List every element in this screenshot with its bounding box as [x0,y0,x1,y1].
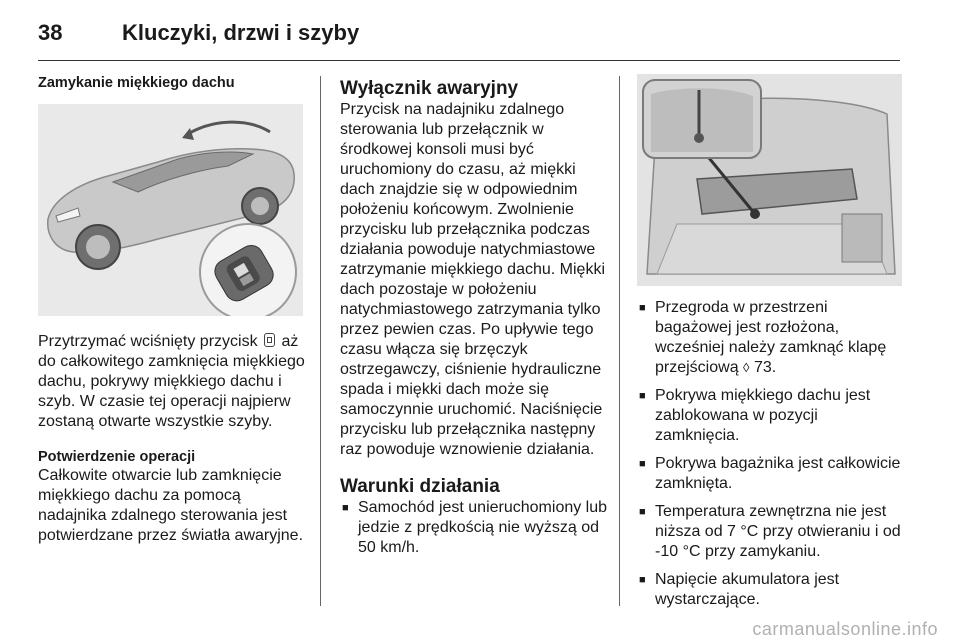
paragraph-hold-button-tail: aż do całkowitego zamknięcia miękkiego dachu, pokrywy miękkiego dachu i szyb. W czasie tej operacji najpierw zostaną otwarte wszystkie szyby. [38,333,305,430]
page-header [38,18,900,61]
section-heading-conditions: Warunki działania [340,476,500,497]
list-item [637,298,902,378]
car-key-illustration [38,104,303,316]
column-left [38,74,306,546]
column-right [637,74,902,618]
roof-button-icon [264,333,275,347]
paragraph-emergency-switch: Przycisk na nadajniku zdalnego sterowania lub przełącznik w środkowej konsoli musi być uruchomiony do czasu, aż miękki dach znajdzie się w odpowiednim położeniu końcowym. Zwolnienie przycisku lub przełącznika podczas działania powoduje natychmiastowe zatrzymanie miękkiego dachu. Miękki dach pozostaje w położeniu natychmiastowego zatrzymania tylko przez pewien czas. Po upływie tego czasu włącza się brzęczyk ostrzegawczy, ciśnienie hydrauliczne spada i miękki dach może się samoczynnie uruchomić. Naciśnięcie przycisku lub przełącznika następny raz powoduje wznowienie działania. [340,101,605,458]
cross-reference-arrow-icon: ◊ [743,360,750,375]
paragraph-hold-button-text: Przytrzymać wciśnięty przycisk [38,333,258,350]
paragraph-confirmation: Całkowite otwarcie lub zamknięcie miękkiego dachu za pomocą nadajnika zdalnego sterowania jest potwierdzane przez światła awaryjne. [38,467,304,544]
column-divider-1 [320,76,321,606]
list-item: ■ Temperatura zewnętrzna nie jest niższa od 7 °C przy otwieraniu i od -10 °C przy zamykaniu. [637,502,902,562]
conditions-list [340,498,608,558]
column-divider-2 [619,76,620,606]
requirements-list [637,298,902,610]
convertible-car-image [38,104,303,316]
list-item: ■ Napięcie akumulatora jest wystarczające. [637,570,902,610]
list-item-text: Przegroda w przestrzeni bagażowej jest rozłożona, wcześniej należy zamknąć klapę przejściową [655,299,887,376]
list-item: ■ Pokrywa miękkiego dachu jest zablokowana w pozycji zamknięcia. [637,386,902,446]
section-heading-emergency-switch: Wyłącznik awaryjny [340,78,519,99]
page-number: 38 [38,20,63,45]
list-item: ■ Samochód jest unieruchomiony lub jedzie z prędkością nie wyższą od 50 km/h. [340,498,608,558]
list-item: ■ Pokrywa bagażnika jest całkowicie zamknięta. [637,454,902,494]
paragraph-hold-button [38,332,306,432]
column-middle [340,78,608,566]
trunk-illustration [637,74,902,286]
cross-reference-page[interactable]: 73. [753,359,777,376]
chapter-title: Kluczyki, drzwi i szyby [122,20,360,45]
section-heading-closing-roof: Zamykanie miękkiego dachu [38,75,235,91]
subheading-confirmation: Potwierdzenie operacji [38,449,196,465]
watermark: carmanualsonline.info [752,619,938,639]
trunk-partition-image [637,74,902,286]
